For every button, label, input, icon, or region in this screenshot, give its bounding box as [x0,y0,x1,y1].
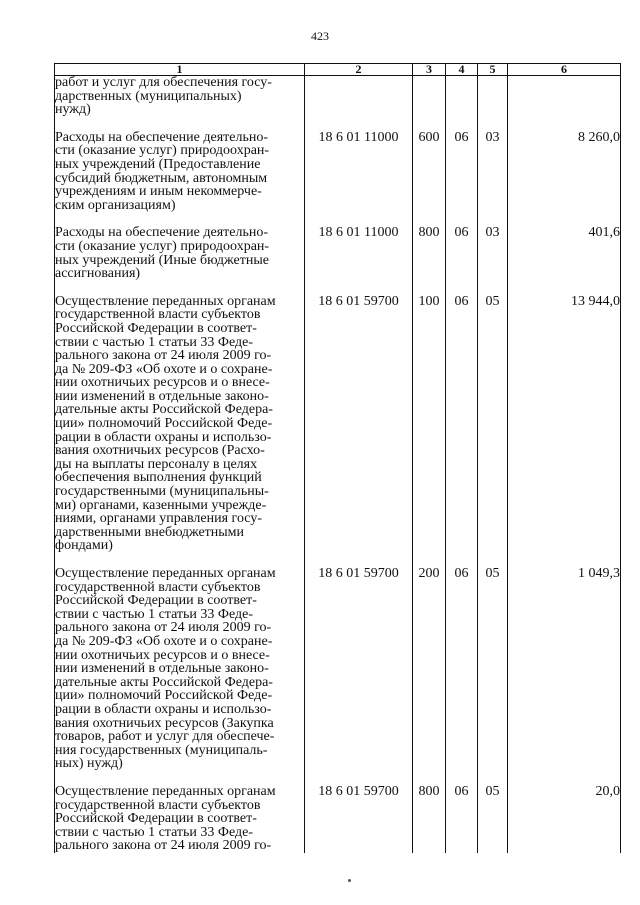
row-amount: 401,6 [508,226,621,294]
row-amount: 1 049,3 [508,567,621,785]
row-expense-type: 600 [413,131,446,227]
column-header: 2 [305,64,413,76]
page-number: 423 [311,29,329,43]
row-code: 18 6 01 59700 [305,785,413,853]
row-amount: 8 260,0 [508,131,621,227]
table-header-row [55,64,621,76]
table-row [55,76,621,131]
row-subsection: 05 [478,785,508,853]
row-subsection: 03 [478,131,508,227]
row-expense-type [413,76,446,131]
row-description-cell [55,76,305,131]
column-header: 3 [413,64,446,76]
row-description: Расходы на обеспечение деятельно- сти (оказание услуг) природоохран- ных учреждений (Иные бюджетные ассигнования) [55,225,270,282]
row-description-cell [55,785,305,853]
column-header: 5 [478,64,508,76]
row-code: 18 6 01 59700 [305,567,413,785]
row-description: Осуществление переданных органам государственной власти субъектов Российской Федерации в соответ- ствии с частью 1 статьи 33 Феде- рального закона от 24 июля 2009 го- да № 209-ФЗ «Об охоте и о сохране- нии охотничьих ресурсов и о внесе- нии изменений в отдельные законо- дательные акты Российской Федера- ции» полномочий Российской Феде- рации в области охраны и использо- вания охотничьих ресурсов (Закупка товаров, работ и услуг для обеспече- ния государственных (муниципаль- ных) нужд) [55,566,276,772]
row-amount: 20,0 [508,785,621,853]
row-description-cell [55,295,305,567]
table-row [55,295,621,567]
column-header: 1 [55,64,305,76]
row-section: 06 [446,131,478,227]
row-description-cell [55,131,305,227]
table-row [55,131,621,227]
row-description: Осуществление переданных органам государственной власти субъектов Российской Федерации в соответ- ствии с частью 1 статьи 33 Феде- рального закона от 24 июля 2009 го- [55,783,276,854]
row-description: Расходы на обеспечение деятельно- сти (оказание услуг) природоохран- ных учреждений (Предоставление субсидий бюджетным, автономным учреждениям и иным некоммерче- ским организациям) [55,129,270,213]
scan-speck [348,879,351,882]
row-code: 18 6 01 11000 [305,131,413,227]
row-expense-type: 800 [413,226,446,294]
row-code: 18 6 01 11000 [305,226,413,294]
column-header: 6 [508,64,621,76]
row-section: 06 [446,226,478,294]
row-code [305,76,413,131]
row-description: Осуществление переданных органам государственной власти субъектов Российской Федерации в соответ- ствии с частью 1 статьи 33 Феде- рального закона от 24 июля 2009 го- да № 209-ФЗ «Об охоте и о сохране- нии охотничьих ресурсов и о внесе- нии изменений в отдельные законо- дательные акты Российской Федера- ции» полномочий Российской Феде- рации в области охраны и использо- вания охотничьих ресурсов (Расхо- ды на выплаты персоналу в целях обеспечения выполнения функций государственными (муниципальны- ми) органами, казенными учрежде- ниями, органами управления госу- дарственными внебюджетными фондами) [55,293,276,554]
row-section: 06 [446,295,478,567]
table-row [55,785,621,853]
row-subsection: 03 [478,226,508,294]
budget-table [54,63,621,853]
row-amount [508,76,621,131]
column-header: 4 [446,64,478,76]
row-section: 06 [446,785,478,853]
row-description-cell [55,567,305,785]
row-amount: 13 944,0 [508,295,621,567]
table-row [55,226,621,294]
row-description-cell [55,226,305,294]
row-section [446,76,478,131]
row-expense-type: 100 [413,295,446,567]
row-code: 18 6 01 59700 [305,295,413,567]
row-section: 06 [446,567,478,785]
row-subsection: 05 [478,295,508,567]
row-subsection: 05 [478,567,508,785]
row-subsection [478,76,508,131]
table-row [55,567,621,785]
row-expense-type: 800 [413,785,446,853]
row-expense-type: 200 [413,567,446,785]
row-description: работ и услуг для обеспечения госу- дарственных (муниципальных) нужд) [55,75,272,118]
